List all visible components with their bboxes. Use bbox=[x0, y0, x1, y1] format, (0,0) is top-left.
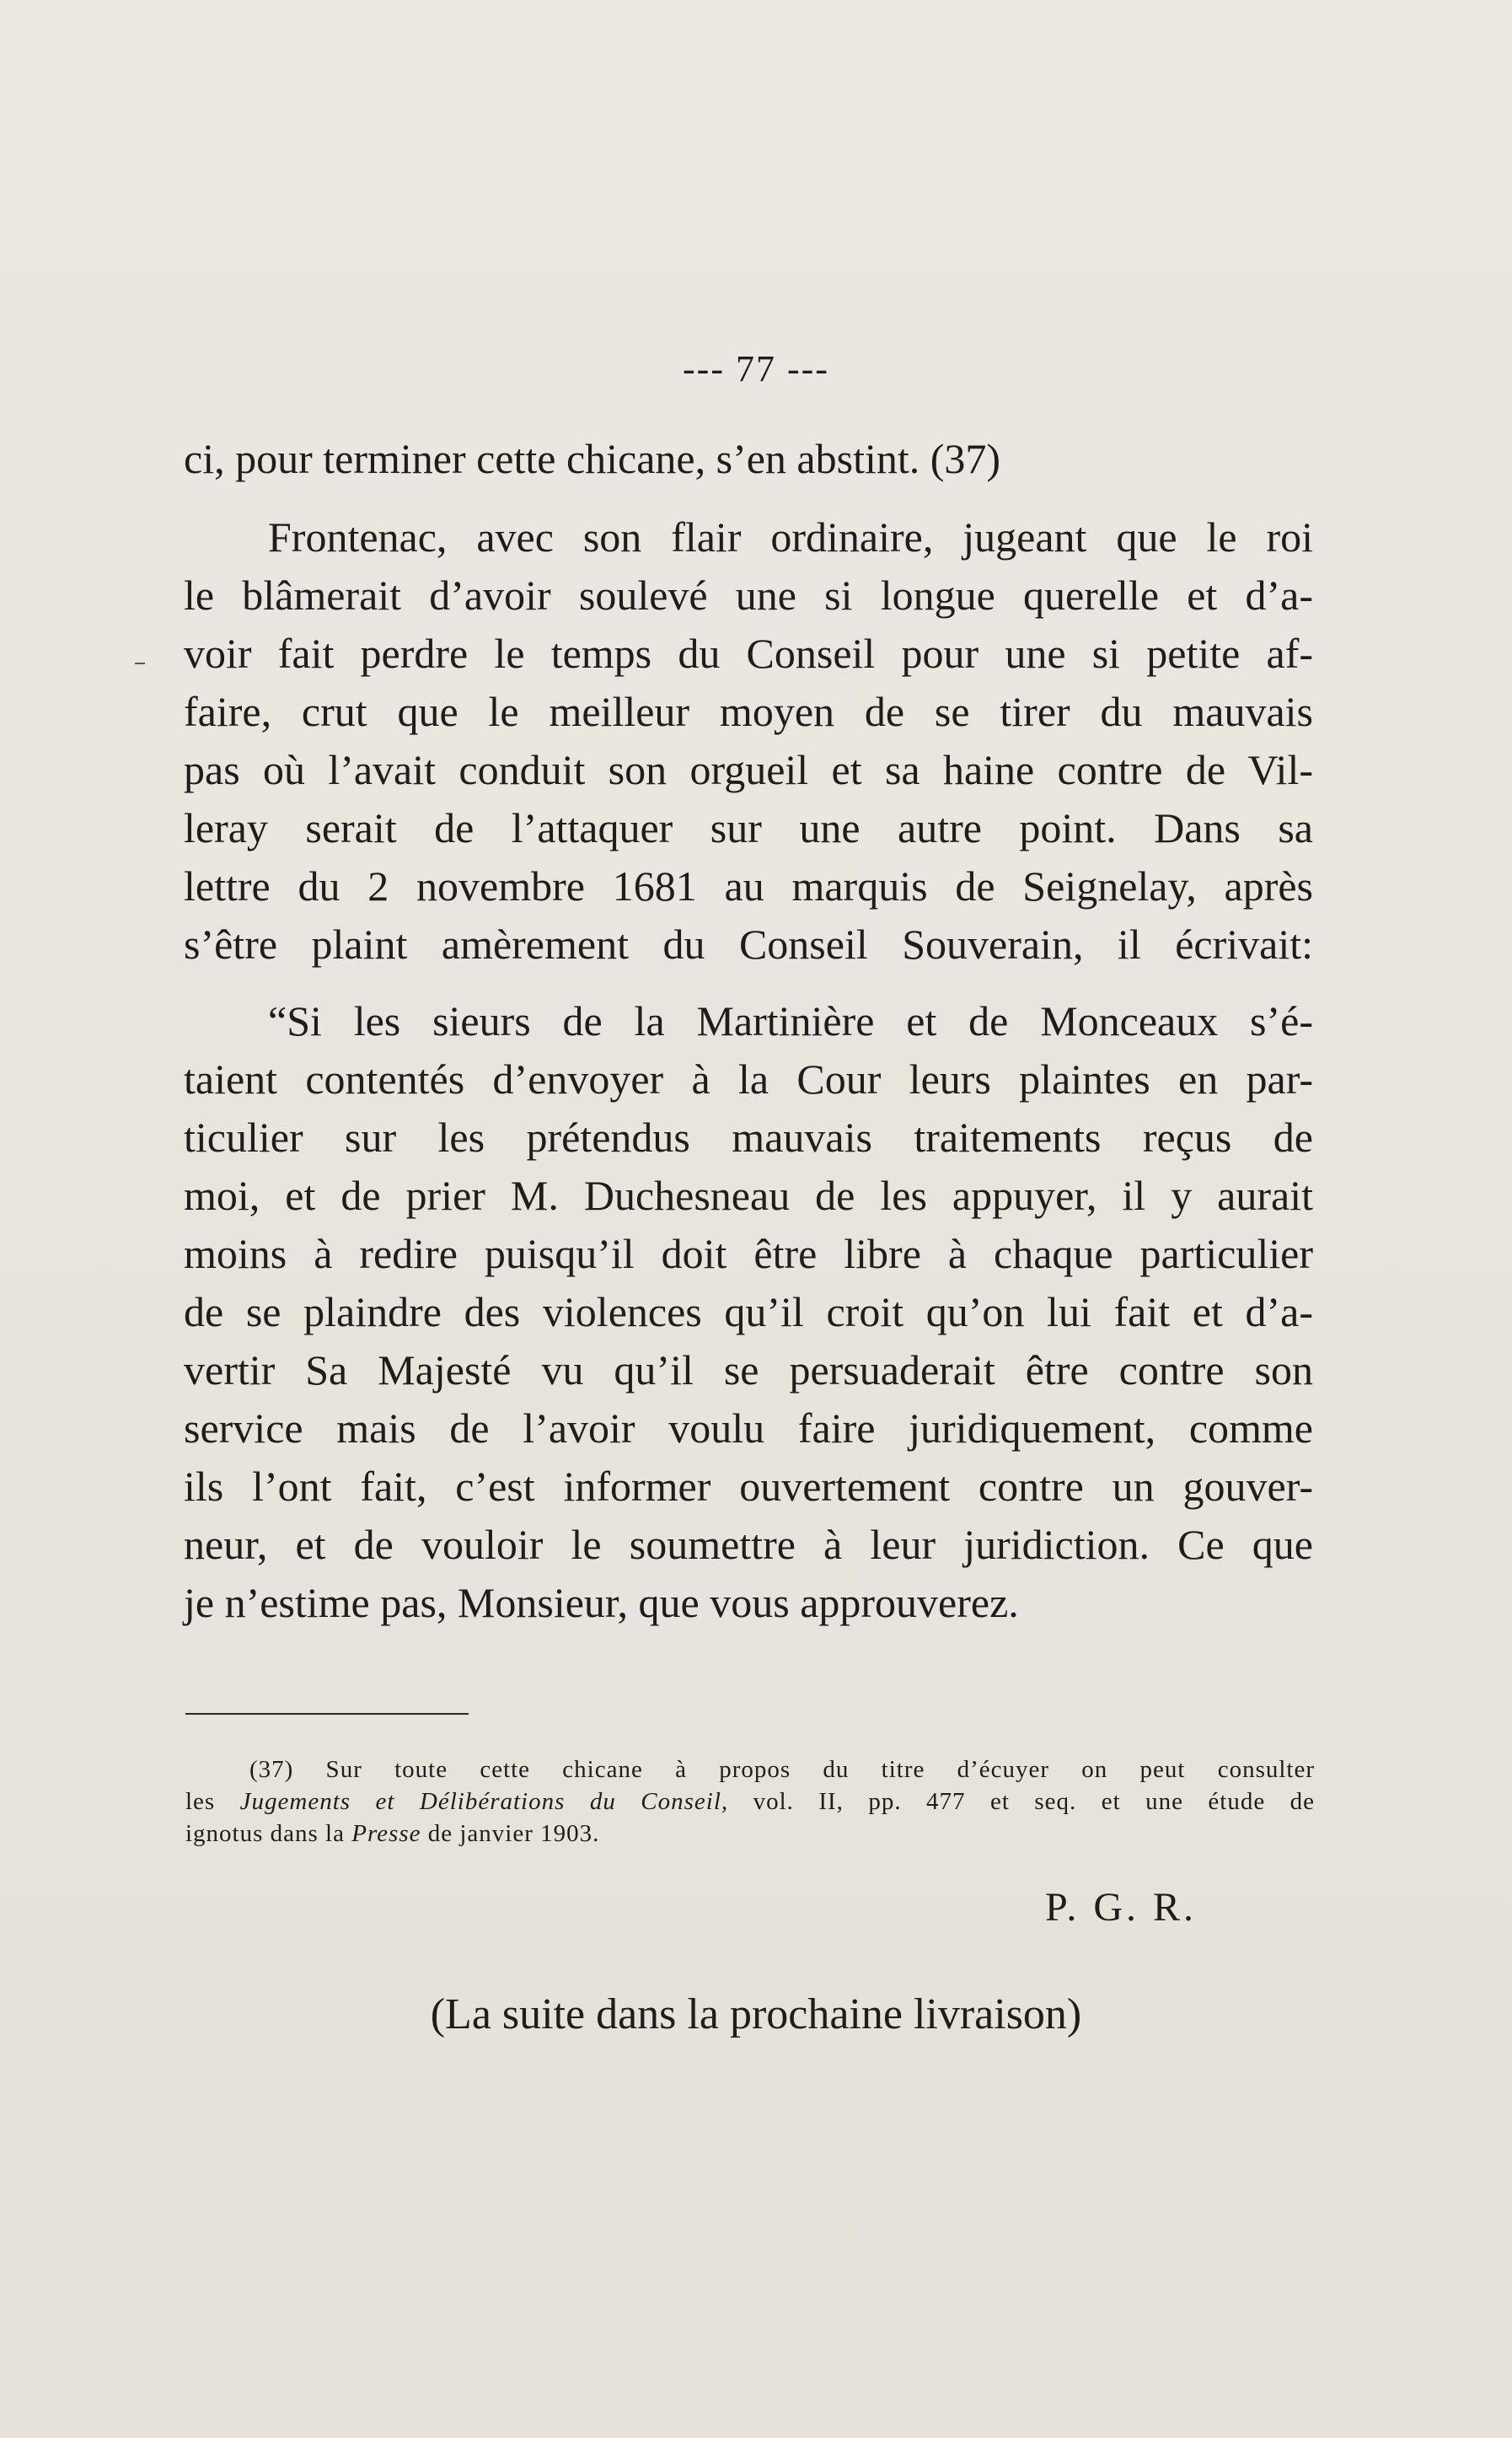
text-line: moi, et de prier M. Duchesneau de les appuyer, il y aurait bbox=[184, 1172, 1313, 1219]
footnote bbox=[185, 1753, 1315, 1850]
text-line: ci, pour terminer cette chicane, s’en abstint. (37) bbox=[184, 435, 1001, 482]
text-line: service mais de l’avoir voulu faire juridiquement, comme bbox=[184, 1404, 1313, 1452]
footnote-text: les bbox=[185, 1788, 240, 1815]
text-line: faire, crut que le meilleur moyen de se tirer du mauvais bbox=[184, 688, 1313, 735]
text-line: Frontenac, avec son flair ordinaire, jugeant que le roi bbox=[268, 513, 1313, 561]
footnote-line bbox=[185, 1818, 1315, 1850]
text-line: ticulier sur les prétendus mauvais traitements reçus de bbox=[184, 1114, 1313, 1161]
footnote-line: (37) Sur toute cette chicane à propos du titre d’écuyer on peut consulter bbox=[249, 1756, 1315, 1783]
text-line: moins à redire puisqu’il doit être libre à chaque particulier bbox=[184, 1230, 1313, 1277]
footnote-text: ignotus dans la bbox=[185, 1820, 352, 1847]
paragraph-quotation bbox=[184, 992, 1313, 1632]
text-line: pas où l’avait conduit son orgueil et sa haine contre de Vil- bbox=[184, 746, 1313, 793]
footnote-line bbox=[185, 1786, 1315, 1818]
body-text bbox=[184, 430, 1313, 1632]
text-line: lettre du 2 novembre 1681 au marquis de Seignelay, après bbox=[184, 862, 1313, 910]
footnote-italic-title: Presse bbox=[351, 1820, 421, 1847]
paragraph-continuation bbox=[184, 430, 1313, 488]
footnote-rule bbox=[185, 1713, 469, 1715]
text-line: de se plaindre des violences qu’il croit qu’on lui fait et d’a- bbox=[184, 1288, 1313, 1335]
paragraph-frontenac bbox=[184, 508, 1313, 974]
author-signature: P. G. R. bbox=[1044, 1885, 1198, 1930]
text-line: je n’estime pas, Monsieur, que vous approuverez. bbox=[184, 1579, 1019, 1626]
page-number: --- 77 --- bbox=[683, 348, 829, 389]
footnote-text: vol. II, pp. 477 et seq. et une étude de bbox=[728, 1788, 1316, 1815]
continuation-note: (La suite dans la prochaine livraison) bbox=[430, 1990, 1082, 2038]
text-line: s’être plaint amèrement du Conseil Souverain, il écrivait: bbox=[184, 921, 1313, 968]
footnote-text: de janvier 1903. bbox=[421, 1820, 600, 1847]
margin-mark bbox=[135, 663, 145, 664]
text-line: le blâmerait d’avoir soulevé une si longue querelle et d’a- bbox=[184, 572, 1313, 619]
text-line: vertir Sa Majesté vu qu’il se persuaderait être contre son bbox=[184, 1346, 1313, 1394]
text-line: “Si les sieurs de la Martinière et de Monceaux s’é- bbox=[268, 997, 1313, 1044]
text-line: leray serait de l’attaquer sur une autre point. Dans sa bbox=[184, 804, 1313, 851]
text-line: neur, et de vouloir le soumettre à leur juridiction. Ce que bbox=[184, 1521, 1313, 1568]
text-line: taient contentés d’envoyer à la Cour leurs plaintes en par- bbox=[184, 1055, 1313, 1103]
text-line: ils l’ont fait, c’est informer ouvertement contre un gouver- bbox=[184, 1463, 1313, 1510]
text-line: voir fait perdre le temps du Conseil pour une si petite af- bbox=[184, 630, 1313, 677]
footnote-italic-title: Jugements et Délibérations du Conseil, bbox=[239, 1788, 729, 1815]
